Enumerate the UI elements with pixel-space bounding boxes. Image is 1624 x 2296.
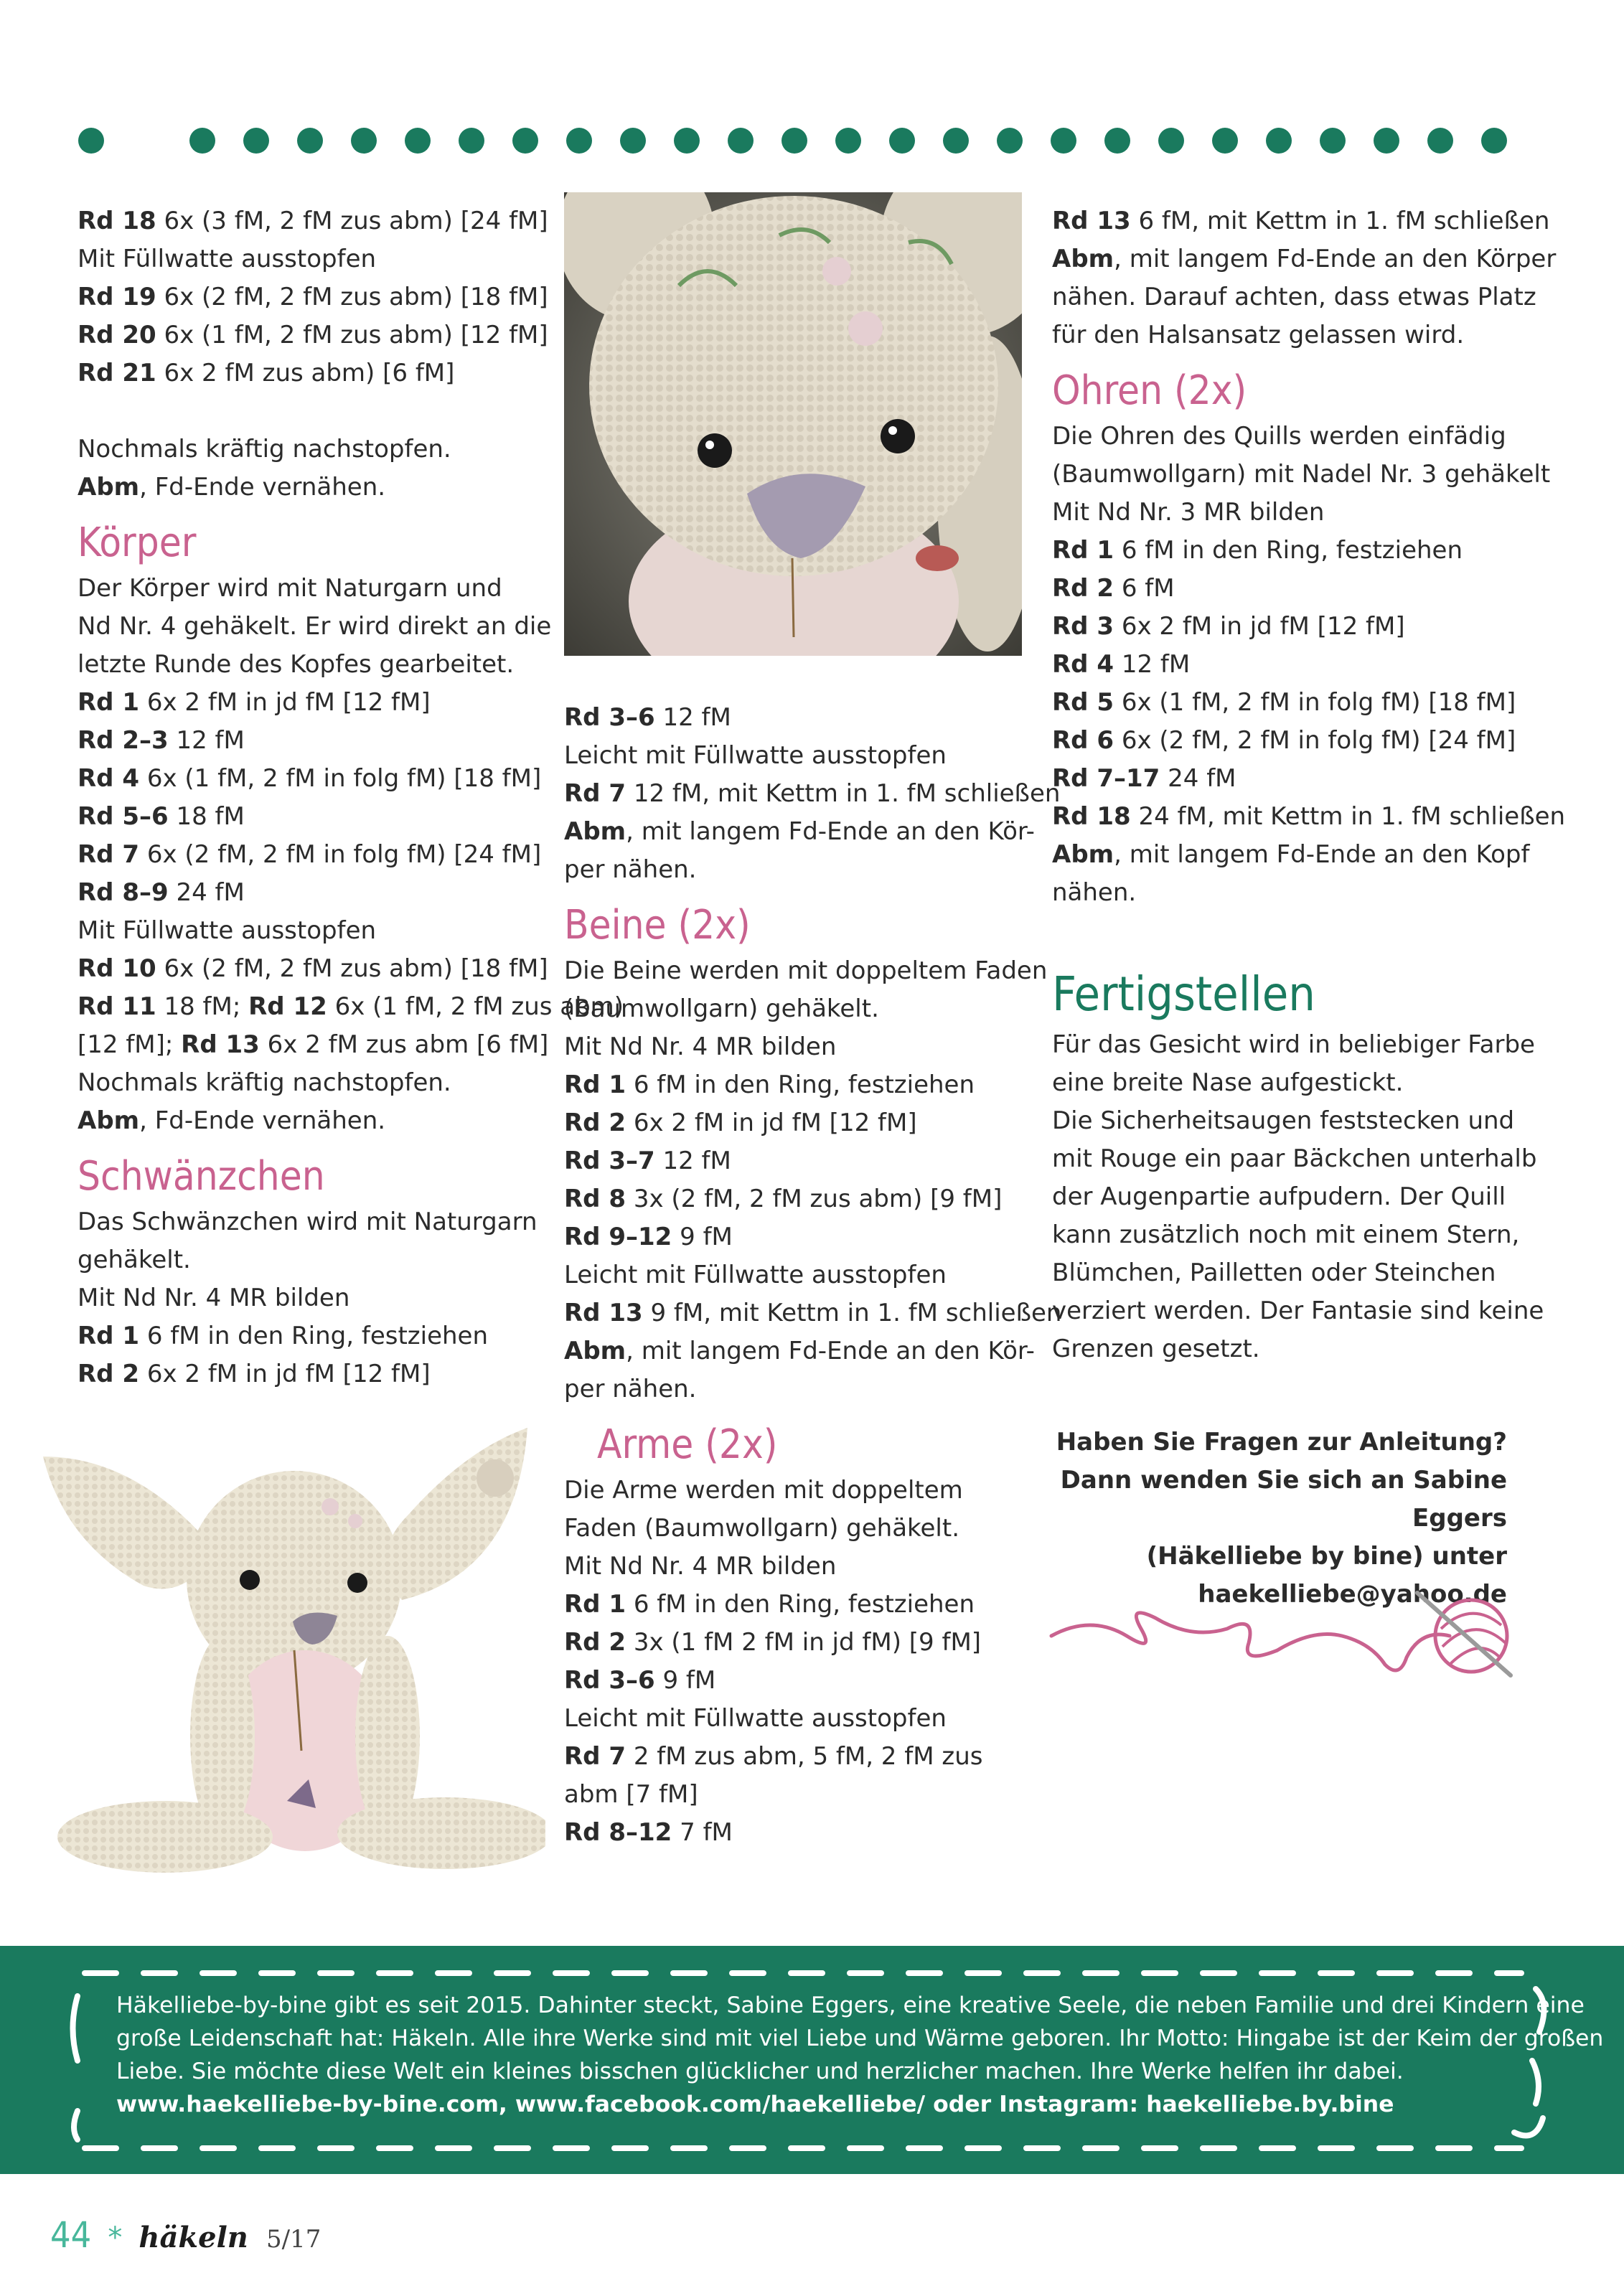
divider-dot (782, 128, 807, 154)
instruction-text: Blümchen, Pailletten oder Steinchen (1052, 1258, 1496, 1287)
instruction-text: , mit langem Fd-Ende an den Kör- (626, 817, 1035, 846)
instruction-text: , Fd-Ende vernähen. (139, 1106, 386, 1135)
round-label: Rd 1 (78, 1322, 140, 1350)
instruction-text: 6x 2 fM zus abm) [6 fM] (156, 359, 455, 387)
round-label: Rd 13 (181, 1030, 260, 1059)
instruction-line (1052, 1330, 1540, 1368)
instruction-line (564, 851, 1052, 889)
instruction-line (1052, 202, 1550, 240)
instruction-line (78, 950, 565, 988)
instruction-text: 24 fM (168, 878, 245, 907)
instruction-line (78, 874, 565, 912)
bunny-full-photo (22, 1413, 545, 1894)
round-label: Rd 7 (78, 840, 140, 869)
instruction-line (564, 1294, 1062, 1332)
round-label: Rd 7 (564, 1742, 626, 1771)
instruction-line (564, 775, 1061, 813)
instruction-text: nähen. (1052, 878, 1137, 907)
instruction-text: 6 fM in den Ring, festziehen (626, 1590, 975, 1619)
round-label: Rd 4 (78, 764, 140, 793)
instruction-line (78, 354, 565, 392)
divider-dot (566, 128, 592, 154)
column-right (1052, 202, 1566, 1368)
spacer (1052, 912, 1540, 950)
round-label: Rd 1 (1052, 536, 1114, 565)
instruction-text: Die Ohren des Quills werden einfädig (1052, 422, 1506, 451)
spacer (78, 392, 565, 430)
instruction-line (564, 813, 1052, 851)
dot-divider (72, 128, 1507, 164)
instruction-line (78, 1317, 565, 1355)
instruction-line (564, 1218, 1052, 1256)
instruction-line (564, 1370, 1052, 1408)
divider-dot (943, 128, 969, 154)
divider-dot (1481, 128, 1507, 154)
instruction-line (1052, 494, 1540, 532)
instruction-text: letzte Runde des Kopfes gearbeitet. (78, 650, 515, 679)
instruction-text: 12 fM (168, 726, 245, 755)
round-label: Abm (1052, 840, 1114, 869)
author-banner (0, 1946, 1624, 2174)
divider-dot (889, 128, 915, 154)
instruction-text: 6 fM (1114, 574, 1175, 603)
instruction-line (564, 1472, 1052, 1510)
instruction-line (1052, 316, 1540, 354)
instruction-text: 12 fM (654, 703, 731, 732)
instruction-text: 6x (2 fM, 2 fM zus abm) [18 fM] (156, 283, 548, 311)
instruction-text: 6x (1 fM, 2 fM zus abm) [12 fM] (156, 321, 548, 349)
instruction-line (78, 1026, 565, 1064)
instruction-line (564, 1548, 1052, 1586)
instruction-text: (Baumwollgarn) gehäkelt. (564, 994, 879, 1023)
round-label: Abm (564, 1337, 626, 1365)
instruction-text: 6x (1 fM, 2 fM in folg fM) [18 fM] (1114, 688, 1516, 717)
instruction-line (78, 1064, 565, 1102)
instruction-line (564, 1700, 1052, 1738)
contact-line: (Häkelliebe by bine) unter (1146, 1542, 1507, 1571)
star-icon: * (108, 2221, 123, 2254)
divider-dot (78, 128, 104, 154)
instruction-text: 6 fM in den Ring, festziehen (626, 1071, 975, 1099)
instruction-line (78, 469, 565, 507)
instruction-text: Mit Nd Nr. 4 MR bilden (564, 1552, 837, 1581)
instruction-text: 24 fM, mit Kettm in 1. fM schließen (1130, 802, 1566, 831)
instruction-text: eine breite Nase aufgestickt. (1052, 1068, 1404, 1097)
instruction-text: 12 fM (1114, 650, 1191, 679)
instruction-line (1052, 532, 1540, 570)
divider-dot (620, 128, 646, 154)
section-heading-schwaenzchen: Schwänzchen (78, 1153, 325, 1200)
instruction-line (564, 1028, 1052, 1066)
round-label: Rd 13 (1052, 207, 1131, 235)
round-label: Rd 13 (564, 1299, 643, 1327)
instruction-text: Leicht mit Füllwatte ausstopfen (564, 1261, 947, 1289)
instruction-line (78, 278, 565, 316)
instruction-line (564, 1776, 1052, 1814)
instruction-line (78, 760, 565, 798)
instruction-line (564, 1142, 1052, 1180)
round-label: Rd 7 (564, 779, 626, 808)
instruction-text: 7 fM (672, 1818, 733, 1847)
banner-text (116, 1989, 1604, 2121)
magazine-name: häkeln (139, 2221, 248, 2254)
divider-dot (1374, 128, 1399, 154)
instruction-text: Mit Nd Nr. 3 MR bilden (1052, 498, 1325, 527)
instruction-text: Mit Füllwatte ausstopfen (78, 916, 377, 945)
instruction-line (78, 646, 565, 684)
contact-line: Haben Sie Fragen zur Anleitung? (1056, 1428, 1507, 1457)
round-label: Rd 2–3 (78, 726, 169, 755)
instruction-text: Leicht mit Füllwatte ausstopfen (564, 1704, 947, 1733)
round-label: Rd 18 (78, 207, 156, 235)
instruction-line (1052, 1102, 1540, 1140)
instruction-text: 9 fM, mit Kettm in 1. fM schließen (642, 1299, 1062, 1327)
page-number: 44 (50, 2214, 92, 2256)
instruction-text: verziert werden. Der Fantasie sind keine (1052, 1297, 1544, 1325)
instruction-line (1052, 1216, 1540, 1254)
instruction-text: 3x (1 fM 2 fM in jd fM) [9 fM] (626, 1628, 982, 1657)
round-label: Rd 7–17 (1052, 764, 1160, 793)
instruction-text: 2 fM zus abm, 5 fM, 2 fM zus (626, 1742, 983, 1771)
instruction-line (564, 737, 1052, 775)
instruction-text: 18 fM; (156, 992, 249, 1021)
divider-dot (405, 128, 431, 154)
round-label: Rd 3–7 (564, 1147, 655, 1175)
instruction-line (564, 1510, 1052, 1548)
instruction-line (1052, 684, 1540, 722)
instruction-text: 24 fM (1160, 764, 1236, 793)
instruction-line (78, 798, 565, 836)
divider-dot (1212, 128, 1238, 154)
instruction-text: kann zusätzlich noch mit einem Stern, (1052, 1220, 1520, 1249)
instruction-line (1052, 1178, 1540, 1216)
instruction-line (78, 1355, 565, 1393)
instruction-text: Mit Füllwatte ausstopfen (78, 245, 377, 273)
yarn-ball-doodle (1048, 1586, 1521, 1686)
instruction-text: 6x 2 fM in jd fM [12 fM] (626, 1109, 917, 1137)
instruction-line (78, 988, 624, 1026)
instruction-line (78, 1279, 565, 1317)
round-label: Rd 20 (78, 321, 156, 349)
round-label: Rd 19 (78, 283, 156, 311)
instruction-line (1052, 1292, 1544, 1330)
section-heading-beine: Beine (2x) (564, 902, 751, 949)
instruction-line (1052, 1254, 1540, 1292)
instruction-text: Für das Gesicht wird in beliebiger Farbe (1052, 1030, 1535, 1059)
instruction-text: [12 fM]; (78, 1030, 182, 1059)
section-heading-fertigstellen: Fertigstellen (1052, 966, 1315, 1022)
round-label: Rd 21 (78, 359, 156, 387)
instruction-line (78, 1203, 565, 1241)
instruction-text: Nochmals kräftig nachstopfen. (78, 435, 451, 464)
divider-dot (728, 128, 754, 154)
instruction-text: 6x 2 fM in jd fM [12 fM] (1114, 612, 1405, 641)
instruction-line (1052, 1026, 1540, 1064)
instruction-text: 6x (1 fM, 2 fM zus abm) (327, 992, 624, 1021)
instruction-text: mit Rouge ein paar Bäckchen unterhalb (1052, 1144, 1537, 1173)
section-heading-ohren: Ohren (2x) (1052, 367, 1247, 414)
instruction-line (1052, 608, 1540, 646)
instruction-text: Der Körper wird mit Naturgarn und (78, 574, 502, 603)
instruction-text: (Baumwollgarn) mit Nadel Nr. 3 gehäkelt (1052, 460, 1551, 489)
instruction-line (78, 240, 565, 278)
divider-dot (512, 128, 538, 154)
instruction-text: Das Schwänzchen wird mit Naturgarn (78, 1208, 538, 1236)
round-label: Rd 3–6 (564, 1666, 655, 1695)
instruction-text: Mit Nd Nr. 4 MR bilden (564, 1032, 837, 1061)
banner-line: Häkelliebe-by-bine gibt es seit 2015. Dahinter steckt, Sabine Eggers, eine kreative Seele, die neben Familie und drei Kindern eine (116, 1992, 1585, 2018)
instruction-line (564, 1586, 1052, 1624)
round-label: Rd 2 (78, 1360, 140, 1388)
section-heading-arme: Arme (2x) (597, 1421, 778, 1468)
instruction-text: 18 fM (168, 802, 245, 831)
instruction-line (1052, 278, 1540, 316)
instruction-line (564, 1662, 1052, 1700)
instruction-line (78, 1241, 565, 1279)
contact-line: haekelliebe@yahoo.de (1198, 1580, 1507, 1609)
instruction-text: 9 fM (672, 1223, 733, 1251)
instruction-text: 9 fM (654, 1666, 716, 1695)
instruction-line (1052, 760, 1540, 798)
round-label: Abm (78, 473, 140, 502)
instruction-line (564, 1104, 1052, 1142)
divider-dot (1158, 128, 1184, 154)
instruction-text: Faden (Baumwollgarn) gehäkelt. (564, 1514, 960, 1543)
round-label: Rd 2 (564, 1628, 626, 1657)
instruction-line (1052, 240, 1557, 278)
round-label: Rd 3–6 (564, 703, 655, 732)
round-label: Rd 3 (1052, 612, 1114, 641)
instruction-line (564, 952, 1052, 990)
instruction-text: Die Sicherheitsaugen feststecken und (1052, 1106, 1515, 1135)
instruction-text: 12 fM, mit Kettm in 1. fM schließen (626, 779, 1061, 808)
instruction-text: 6x (2 fM, 2 fM in folg fM) [24 fM] (139, 840, 542, 869)
divider-dot (459, 128, 484, 154)
round-label: Rd 12 (248, 992, 327, 1021)
instruction-text: per nähen. (564, 855, 697, 884)
instruction-text: per nähen. (564, 1375, 697, 1403)
round-label: Rd 18 (1052, 802, 1131, 831)
instruction-text: 6x (2 fM, 2 fM zus abm) [18 fM] (156, 954, 548, 983)
round-label: Rd 8–9 (78, 878, 169, 907)
round-label: Abm (1052, 245, 1114, 273)
instruction-line (564, 699, 1052, 737)
instruction-text: 6 fM in den Ring, festziehen (1114, 536, 1463, 565)
instruction-text: , mit langem Fd-Ende an den Kopf (1114, 840, 1530, 869)
section-heading-koerper: Körper (78, 519, 197, 566)
arme-heading-wrap (564, 1421, 1052, 1469)
instruction-line (564, 1332, 1052, 1370)
issue-number: 5/17 (266, 2225, 321, 2254)
bunny-face-photo (564, 192, 1022, 656)
round-label: Rd 4 (1052, 650, 1114, 679)
instruction-line (78, 1102, 565, 1140)
instruction-line (78, 316, 565, 354)
divider-dot (1320, 128, 1346, 154)
instruction-line (1052, 646, 1540, 684)
instruction-text: 6x 2 fM in jd fM [12 fM] (139, 1360, 431, 1388)
instruction-text: für den Halsansatz gelassen wird. (1052, 321, 1465, 349)
instruction-line (564, 1814, 1052, 1852)
round-label: Rd 1 (564, 1071, 626, 1099)
instruction-text: 6x (1 fM, 2 fM in folg fM) [18 fM] (139, 764, 542, 793)
instruction-line (564, 1624, 1052, 1662)
divider-dot (1427, 128, 1453, 154)
banner-line: große Leidenschaft hat: Häkeln. Alle ihre Werke sind mit viel Liebe und Wärme geboren. Ihr Motto: Hingabe ist der Keim der großen (116, 2026, 1604, 2051)
banner-line: Liebe. Sie möchte diese Welt ein kleines bisschen glücklicher und herzlicher machen. Ihre Werke helfen ihr dabei. (116, 2059, 1404, 2084)
instruction-text: Mit Nd Nr. 4 MR bilden (78, 1284, 350, 1312)
divider-dot (351, 128, 377, 154)
round-label: Rd 2 (564, 1109, 626, 1137)
instruction-text: Die Beine werden mit doppeltem Faden (564, 956, 1048, 985)
instruction-line (78, 836, 565, 874)
round-label: Rd 9–12 (564, 1223, 672, 1251)
instruction-text: 12 fM (654, 1147, 731, 1175)
round-label: Rd 6 (1052, 726, 1114, 755)
instruction-text: Leicht mit Füllwatte ausstopfen (564, 741, 947, 770)
instruction-text: , Fd-Ende vernähen. (139, 473, 386, 502)
instruction-line (1052, 456, 1551, 494)
instruction-line (564, 990, 1052, 1028)
round-label: Rd 10 (78, 954, 156, 983)
instruction-line (1052, 1140, 1540, 1178)
instruction-line (1052, 1064, 1540, 1102)
instruction-text: abm [7 fM] (564, 1780, 698, 1809)
instruction-text: 6x (3 fM, 2 fM zus abm) [24 fM] (156, 207, 548, 235)
round-label: Rd 2 (1052, 574, 1114, 603)
round-label: Rd 8 (564, 1185, 626, 1213)
instruction-line (1052, 798, 1566, 836)
instruction-line (1052, 418, 1540, 456)
instruction-line (78, 202, 565, 240)
instruction-text: Grenzen gesetzt. (1052, 1335, 1260, 1363)
round-label: Abm (564, 817, 626, 846)
instruction-line (1052, 570, 1540, 608)
instruction-line (1052, 874, 1540, 912)
page-footer (50, 2214, 337, 2257)
column-middle (564, 699, 1062, 1852)
round-label: Rd 11 (78, 992, 156, 1021)
instruction-text: gehäkelt. (78, 1246, 191, 1274)
divider-dot (835, 128, 861, 154)
instruction-line (564, 1256, 1052, 1294)
instruction-text: , mit langem Fd-Ende an den Körper (1114, 245, 1557, 273)
round-label: Rd 1 (78, 688, 140, 717)
instruction-line (78, 722, 565, 760)
instruction-line (1052, 722, 1540, 760)
instruction-text: Nochmals kräftig nachstopfen. (78, 1068, 451, 1097)
instruction-line (78, 570, 565, 608)
instruction-text: 6 fM in den Ring, festziehen (139, 1322, 489, 1350)
contact-line: Dann wenden Sie sich an Sabine Eggers (1060, 1466, 1507, 1533)
banner-links[interactable]: www.haekelliebe-by-bine.com, www.facebook.com/haekelliebe/ oder Instagram: haekelliebe.by.bine (116, 2092, 1394, 2117)
instruction-text: , mit langem Fd-Ende an den Kör- (626, 1337, 1035, 1365)
instruction-text: Die Arme werden mit doppeltem (564, 1476, 963, 1505)
instruction-text: 6x 2 fM zus abm [6 fM] (259, 1030, 549, 1059)
instruction-text: 6x (2 fM, 2 fM in folg fM) [24 fM] (1114, 726, 1516, 755)
instruction-text: 3x (2 fM, 2 fM zus abm) [9 fM] (626, 1185, 1003, 1213)
instruction-line (564, 1738, 1052, 1776)
instruction-line (1052, 836, 1540, 874)
divider-dot (1266, 128, 1292, 154)
divider-dot (997, 128, 1023, 154)
instruction-line (78, 430, 565, 469)
instruction-line (78, 608, 565, 646)
round-label: Rd 5 (1052, 688, 1114, 717)
instruction-line (564, 1066, 1052, 1104)
instruction-line (78, 912, 565, 950)
round-label: Abm (78, 1106, 140, 1135)
round-label: Rd 8–12 (564, 1818, 672, 1847)
instruction-text: der Augenpartie aufpudern. Der Quill (1052, 1182, 1506, 1211)
divider-dot (1104, 128, 1130, 154)
instruction-text: 6 fM, mit Kettm in 1. fM schließen (1130, 207, 1550, 235)
divider-dot (243, 128, 269, 154)
instruction-text: 6x 2 fM in jd fM [12 fM] (139, 688, 431, 717)
instruction-text: Nd Nr. 4 gehäkelt. Er wird direkt an die (78, 612, 552, 641)
round-label: Rd 5–6 (78, 802, 169, 831)
divider-dot (189, 128, 215, 154)
round-label: Rd 1 (564, 1590, 626, 1619)
instruction-line (564, 1180, 1052, 1218)
divider-dot (297, 128, 323, 154)
divider-dot (1051, 128, 1076, 154)
instruction-text: nähen. Darauf achten, dass etwas Platz (1052, 283, 1536, 311)
instruction-line (78, 684, 565, 722)
divider-dot (674, 128, 700, 154)
